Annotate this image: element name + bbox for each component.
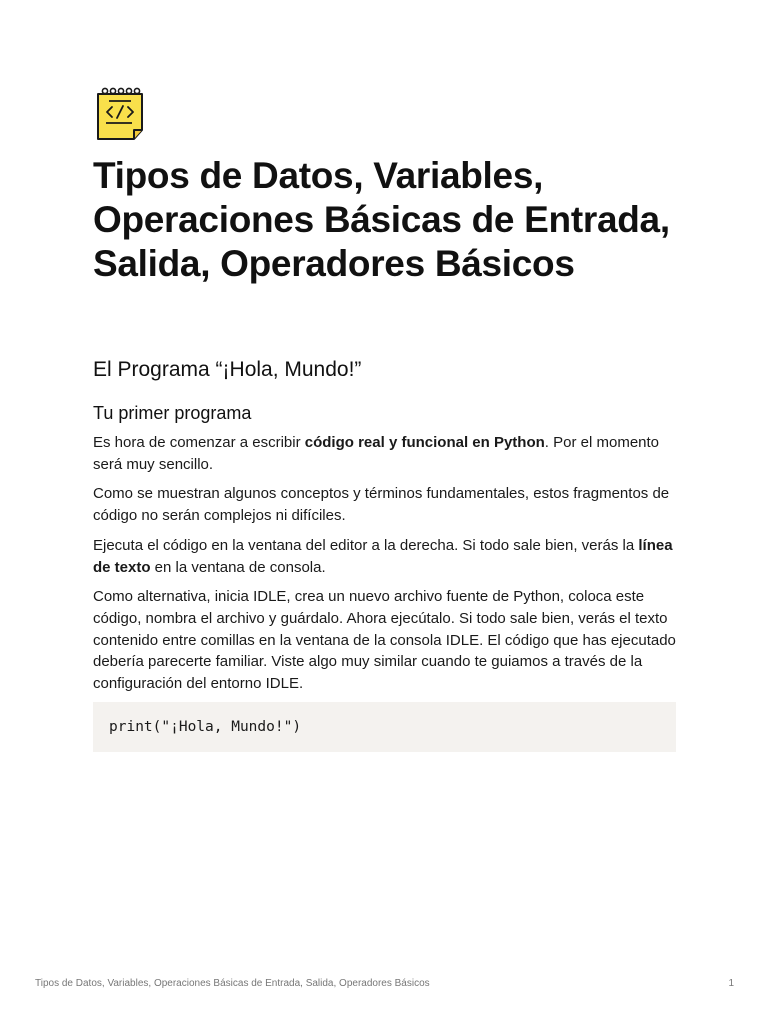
page-title: Tipos de Datos, Variables, Operaciones Básicas de Entrada, Salida, Operadores Básicos bbox=[93, 155, 670, 284]
subsection-heading: Tu primer programa bbox=[93, 403, 252, 423]
paragraph-text: en la ventana de consola. bbox=[150, 558, 326, 576]
paragraph-text: Es hora de comenzar a escribir bbox=[93, 434, 305, 451]
code-line: print("¡Hola, Mundo!") bbox=[109, 719, 302, 735]
bold-text: código real y funcional en Python bbox=[304, 434, 545, 451]
paragraph-intro bbox=[93, 432, 677, 475]
paragraph-text: . Por el momento será muy sencillo. bbox=[93, 434, 660, 473]
paragraph-text: Ejecuta el código en la ventana del editor a la derecha. Si todo sale bien, verás la bbox=[93, 536, 639, 554]
paragraph-concepts: Como se muestran algunos conceptos y términos fundamentales, estos fragmentos de código no serán complejos ni difíciles. bbox=[93, 485, 670, 525]
page-number: 1 bbox=[728, 978, 734, 989]
section-heading: El Programa “¡Hola, Mundo!” bbox=[93, 358, 362, 381]
footer-title: Tipos de Datos, Variables, Operaciones Básicas de Entrada, Salida, Operadores Básicos bbox=[35, 978, 430, 989]
code-block bbox=[93, 702, 676, 752]
paragraph-idle: Como alternativa, inicia IDLE, crea un nuevo archivo fuente de Python, coloca este código, nombra el archivo y guárdalo. Ahora ejecútalo. Si todo sale bien, verás el texto contenido entre comillas en la ventana de la consola IDLE. El código que has ejecutado debería parecerte familiar. Viste algo muy similar cuando te guiamos a través de la configuración del entorno IDLE. bbox=[93, 588, 676, 693]
code-notepad-icon bbox=[96, 86, 146, 142]
paragraph-run-editor bbox=[93, 535, 677, 578]
body-text bbox=[93, 432, 677, 695]
bold-text: línea de texto bbox=[93, 536, 673, 576]
